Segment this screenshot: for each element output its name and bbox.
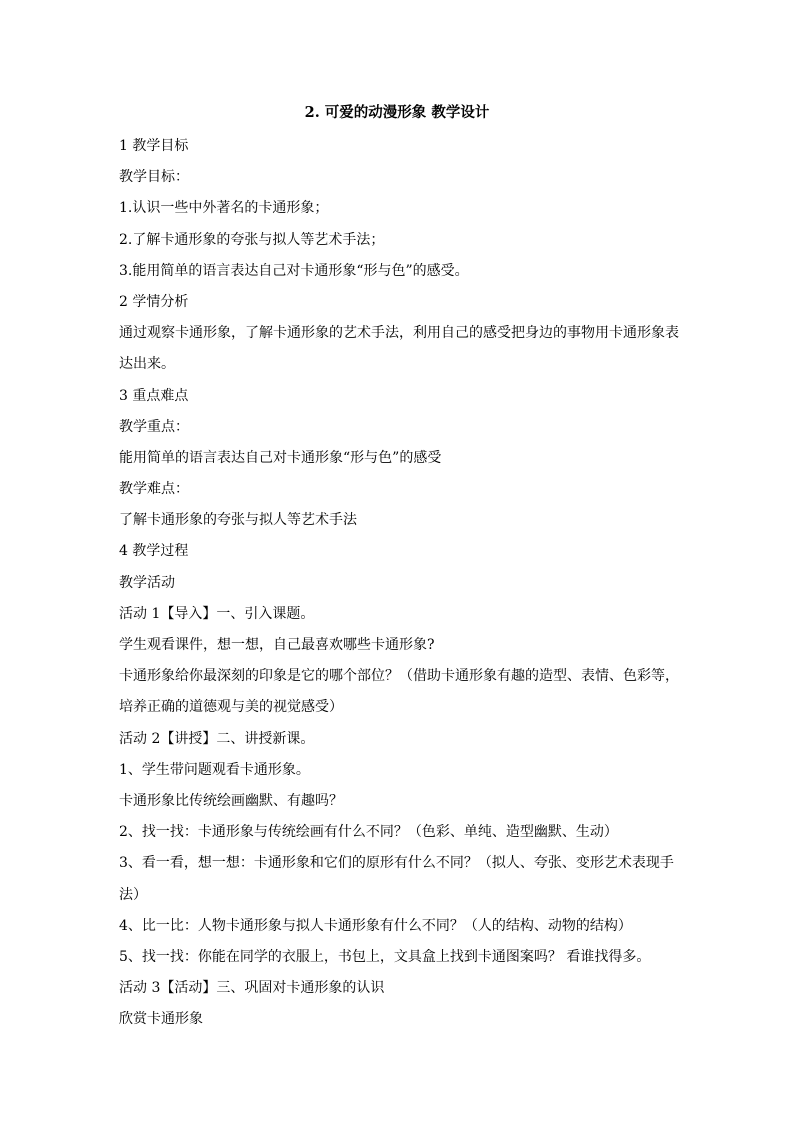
activity-2-heading: 活动 2【讲授】二、讲授新课。 — [119, 730, 315, 747]
text-line: 3.能用简单的语言表达自己对卡通形象“形与色”的感受。 — [119, 262, 469, 279]
text-line: 5、找一找：你能在同学的衣服上，书包上，文具盒上找到卡通图案吗？ 看谁找得多。 — [119, 948, 651, 965]
text-line: 2、找一找：卡通形象与传统绘画有什么不同？（色彩、单纯、造型幽默、生动） — [119, 824, 618, 841]
text-line: 法） — [119, 886, 147, 903]
text-line: 了解卡通形象的夸张与拟人等艺术手法 — [119, 512, 357, 529]
text-line: 培养正确的道德观与美的视觉感受） — [119, 699, 343, 716]
text-line: 卡通形象给你最深刻的印象是它的哪个部位？（借助卡通形象有趣的造型、表情、色彩等， — [119, 668, 679, 685]
heading-key-points: 3 重点难点 — [119, 387, 189, 404]
heading-teaching-goals: 1 教学目标 — [119, 138, 189, 154]
text-line: 欣赏卡通形象 — [119, 1011, 203, 1028]
text-line: 3、看一看，想一想：卡通形象和它们的原形有什么不同？（拟人、夸张、变形艺术表现手 — [119, 855, 674, 872]
activity-3-heading: 活动 3【活动】三、巩固对卡通形象的认识 — [119, 980, 385, 997]
text-line: 教学目标： — [119, 169, 189, 186]
text-line: 1.认识一些中外著名的卡通形象； — [119, 200, 329, 217]
activity-1-heading: 活动 1【导入】一、引入课题。 — [119, 605, 315, 622]
document-body — [119, 131, 679, 1035]
text-line: 4、比一比：人物卡通形象与拟人卡通形象有什么不同？（人的结构、动物的结构） — [119, 917, 632, 934]
text-line: 教学重点： — [119, 418, 189, 435]
text-line: 学生观看课件，想一想，自己最喜欢哪些卡通形象? — [119, 637, 435, 653]
document-title: 2. 可爱的动漫形象 教学设计 — [304, 104, 490, 121]
text-line: 卡通形象比传统绘画幽默、有趣吗？ — [119, 792, 343, 809]
text-line: 2.了解卡通形象的夸张与拟人等艺术手法； — [119, 231, 385, 248]
text-line: 教学活动 — [119, 574, 175, 591]
text-line: 通过观察卡通形象，了解卡通形象的艺术手法，利用自己的感受把身边的事物用卡通形象表 — [119, 325, 679, 342]
text-line: 1、学生带问题观看卡通形象。 — [119, 761, 310, 778]
heading-student-analysis: 2 学情分析 — [119, 293, 189, 310]
heading-teaching-process: 4 教学过程 — [119, 543, 189, 560]
text-line: 教学难点： — [119, 481, 189, 498]
text-line: 能用简单的语言表达自己对卡通形象“形与色”的感受 — [119, 449, 442, 466]
text-line: 达出来。 — [119, 356, 175, 373]
